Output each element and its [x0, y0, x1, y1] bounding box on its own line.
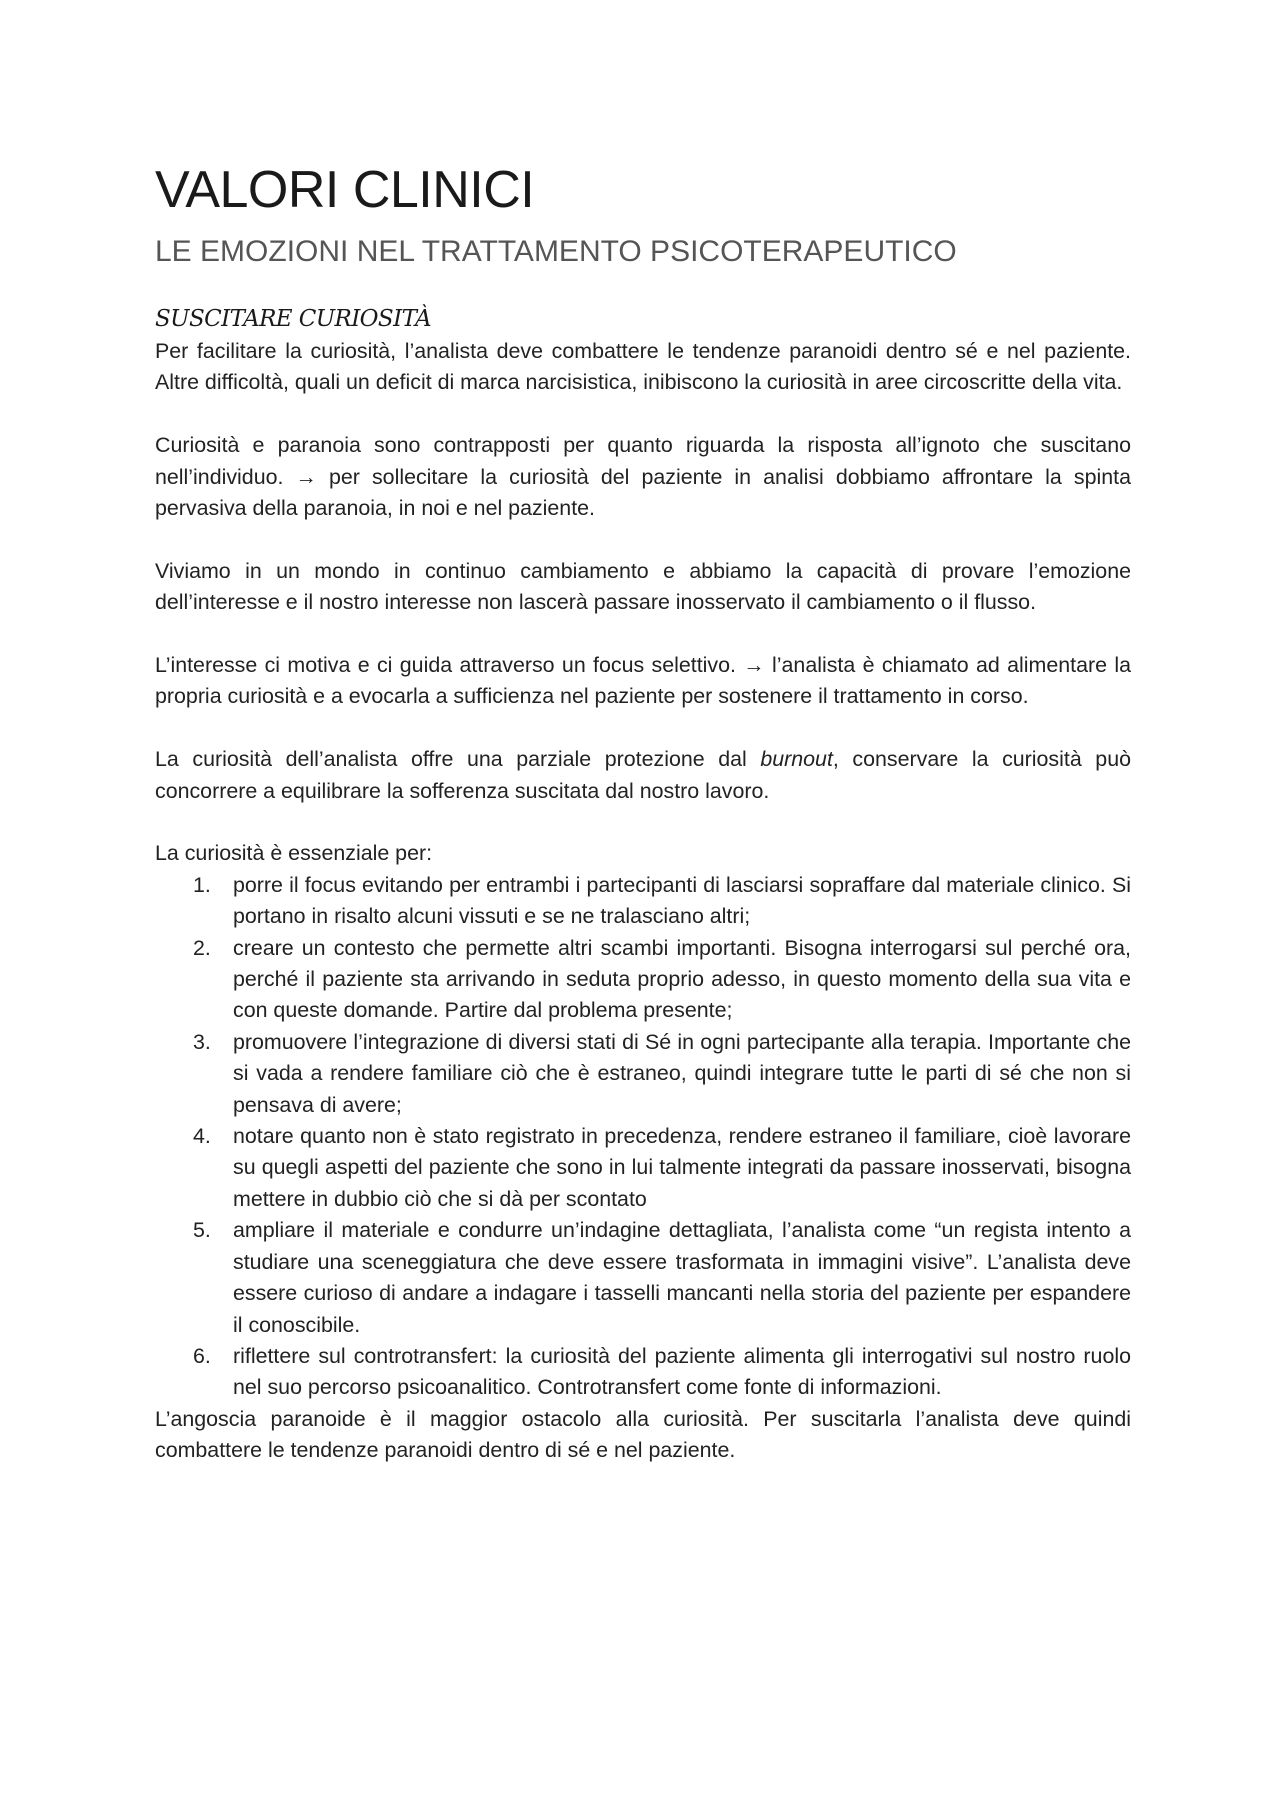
list-item-text: riflettere sul controtransfert: la curiosità del paziente alimenta gli interrogativi sul nostro ruolo nel suo percorso psicoanalitico. Controtransfert come fonte di informazioni.: [233, 1343, 1131, 1400]
paragraph-1: Per facilitare la curiosità, l’analista deve combattere le tendenze paranoidi dentro sé e nel paziente. Altre difficoltà, quali un deficit di marca narcisistica, inibiscono la curiosità in aree circoscritte della vita.: [155, 339, 1131, 395]
list-item-text: notare quanto non è stato registrato in precedenza, rendere estraneo il familiare, cioè lavorare su quegli aspetti del paziente che sono in lui talmente integrati da passare inosservati, bisogna mettere in dubbio ciò che si dà per scontato: [233, 1124, 1131, 1211]
list-item: [155, 870, 1131, 933]
list-item: [155, 933, 1131, 1027]
paragraph-4: L’interesse ci motiva e ci guida attraverso un focus selettivo. → l’analista è chiamato ad alimentare la propria curiosità e a evocarla a sufficienza nel paziente per sostenere il trattamento in corso.: [155, 653, 1131, 709]
list-item-number: 2.: [193, 935, 211, 960]
closing-paragraph: L’angoscia paranoide è il maggior ostacolo alla curiosità. Per suscitarla l’analista deve quindi combattere le tendenze paranoidi dentro di sé e nel paziente.: [155, 1406, 1131, 1463]
list-item-text: porre il focus evitando per entrambi i partecipanti di lasciarsi sopraffare dal materiale clinico. Si portano in risalto alcuni vissuti e se ne tralasciano altri;: [233, 872, 1131, 929]
numbered-list: [155, 870, 1131, 1404]
document-title: VALORI CLINICI: [155, 161, 535, 219]
list-item: [155, 1121, 1131, 1215]
paragraph-burnout-end: , conservare la curiosità può concorrere a equilibrare la sofferenza suscitata dal nostro lavoro.: [155, 747, 1131, 803]
paragraph-3: Viviamo in un mondo in continuo cambiamento e abbiamo la capacità di provare l’emozione dell’interesse e il nostro interesse non lascerà passare inosservato il cambiamento o il flusso.: [155, 558, 1131, 615]
list-item-text: creare un contesto che permette altri scambi importanti. Bisogna interrogarsi sul perché ora, perché il paziente sta arrivando in seduta proprio adesso, in questo momento della sua vita e con queste domande. Partire dal problema presente;: [233, 935, 1131, 1023]
list-item-number: 1.: [193, 872, 211, 897]
list-item-text: promuovere l’integrazione di diversi stati di Sé in ogni partecipante alla terapia. Importante che si vada a rendere familiare ciò che è estraneo, quindi integrare tutte le parti di sé che non si pensava di avere;: [233, 1029, 1131, 1117]
paragraph-burnout-start: La curiosità dell’analista offre una parziale protezione dal: [155, 747, 761, 772]
list-item-number: 4.: [193, 1124, 211, 1149]
list-item: [155, 1341, 1131, 1404]
list-item-text: ampliare il materiale e condurre un’indagine dettagliata, l’analista come “un regista intento a studiare una sceneggiatura che deve essere trasformata in immagini visive”. L’analista deve essere curioso di andare a indagare i tasselli mancanti nella storia del paziente per espandere il conoscibile.: [233, 1218, 1131, 1337]
paragraph-2: Curiosità e paranoia sono contrapposti per quanto riguarda la risposta all’ignoto che suscitano nell’individuo. → per sollecitare la curiosità del paziente in analisi dobbiamo affrontare la spinta pervasiva della paranoia, in noi e nel paziente.: [155, 433, 1131, 521]
document-subtitle: LE EMOZIONI NEL TRATTAMENTO PSICOTERAPEUTICO: [155, 235, 957, 268]
document-page: [155, 160, 1131, 1467]
list-intro: La curiosità è essenziale per:: [155, 841, 433, 866]
list-item-number: 6.: [193, 1343, 211, 1368]
list-item-number: 3.: [193, 1029, 211, 1054]
list-item: [155, 1027, 1131, 1121]
list-item: [155, 1215, 1131, 1341]
burnout-emphasis: burnout: [760, 747, 833, 772]
list-item-number: 5.: [193, 1218, 211, 1243]
paragraph-burnout: [155, 744, 1131, 807]
section-heading: SUSCITARE CURIOSITÀ: [155, 306, 432, 332]
